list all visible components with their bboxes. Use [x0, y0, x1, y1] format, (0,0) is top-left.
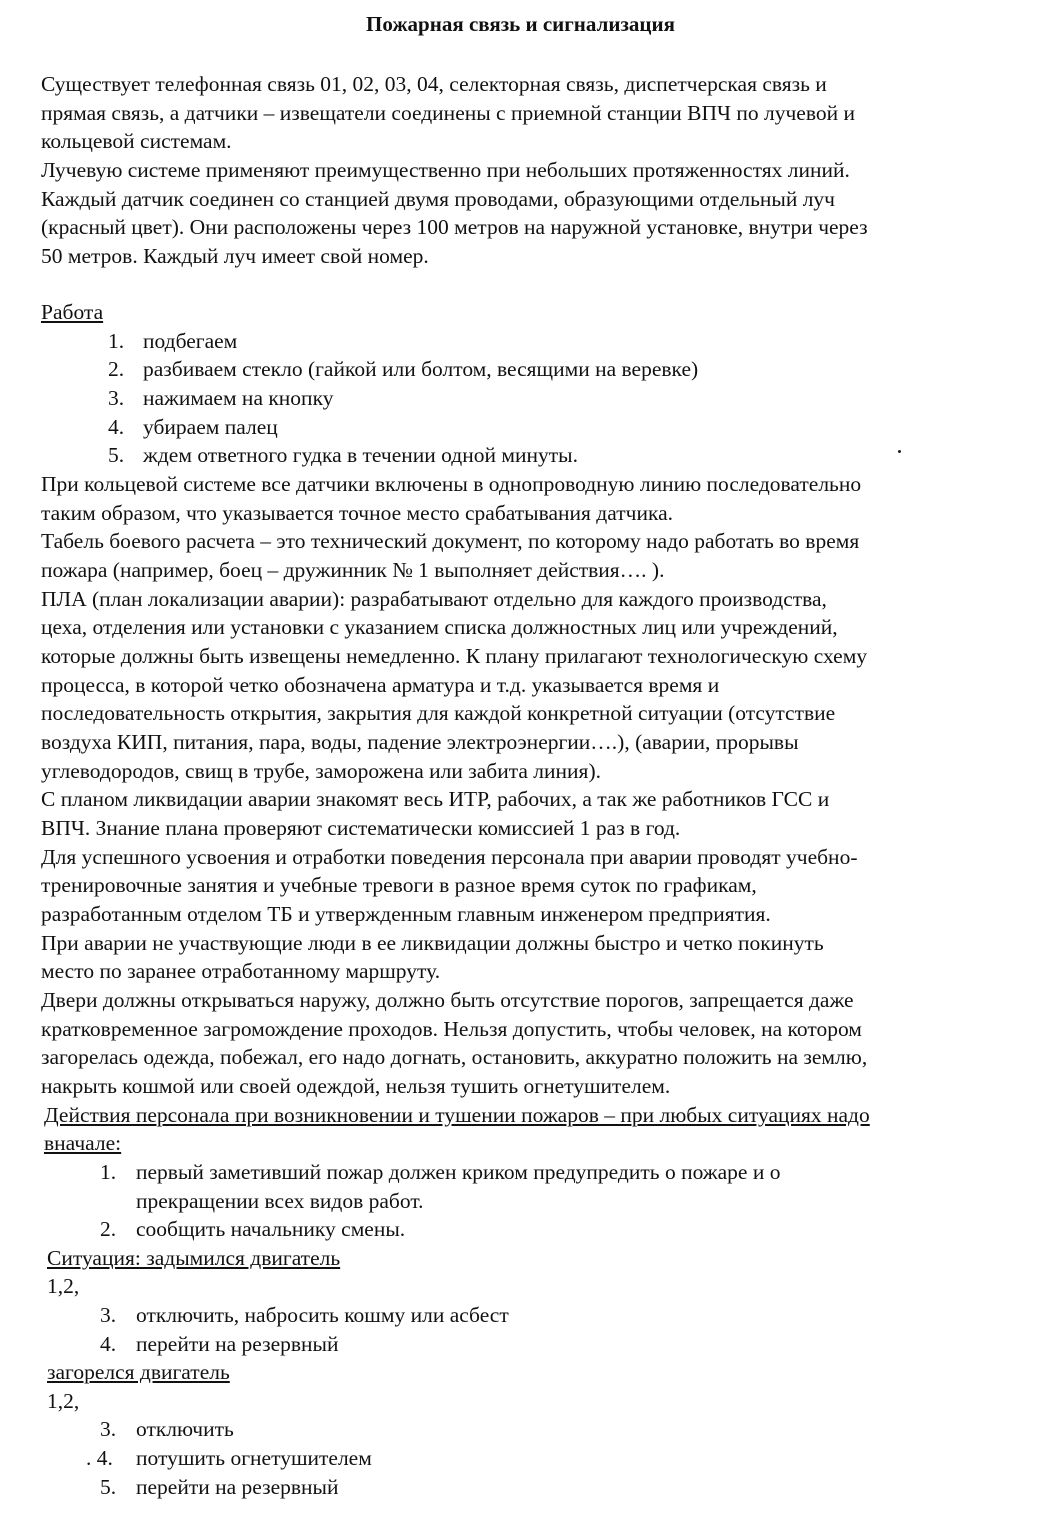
- list-number: 2.: [108, 357, 125, 381]
- text-line: При кольцевой системе все датчики включены в однопроводную линию последовательно: [41, 472, 862, 496]
- text-line: которые должны быть извещены немедленно. К плану прилагают технологическую схему: [41, 644, 868, 668]
- text-line: процесса, в которой четко обозначена арматура и т.д. указывается время и: [41, 673, 720, 697]
- list-item: перейти на резервный: [136, 1475, 339, 1499]
- text-line: накрыть кошмой или своей одеждой, нельзя тушить огнетушителем.: [41, 1074, 671, 1098]
- text-line: (красный цвет). Они расположены через 100 метров на наружной установке, внутри через: [41, 215, 868, 239]
- list-item: отключить: [136, 1417, 234, 1441]
- text-line: Для успешного усвоения и отработки поведения персонала при аварии проводят учебно-: [41, 845, 858, 869]
- page-title: Пожарная связь и сигнализация: [366, 12, 675, 36]
- section-heading-work: Работа: [41, 300, 104, 324]
- text-line: При аварии не участвующие люди в ее ликвидации должны быстро и четко покинуть: [41, 931, 824, 955]
- list-item: первый заметивший пожар должен криком предупредить о пожаре и о: [136, 1160, 781, 1184]
- list-number: 5.: [108, 443, 125, 467]
- text-line: ВПЧ. Знание плана проверяют систематически комиссией 1 раз в год.: [41, 816, 681, 840]
- stray-dot: [898, 450, 901, 453]
- list-item: ждем ответного гудка в течении одной минуты.: [143, 443, 578, 467]
- list-item: потушить огнетушителем: [136, 1446, 372, 1470]
- list-number: 3.: [108, 386, 125, 410]
- list-number: 1.: [108, 329, 125, 353]
- list-item: отключить, набросить кошму или асбест: [136, 1303, 509, 1327]
- text-line: Каждый датчик соединен со станцией двумя проводами, образующими отдельный луч: [41, 187, 835, 211]
- text-line: 50 метров. Каждый луч имеет свой номер.: [41, 244, 429, 268]
- list-number: 2.: [100, 1217, 117, 1241]
- section-heading-situation: загорелся двигатель: [47, 1360, 230, 1384]
- list-item: перейти на резервный: [136, 1332, 339, 1356]
- list-number: 4.: [100, 1332, 117, 1356]
- list-prefix: 1,2,: [47, 1274, 80, 1298]
- list-number: 5.: [100, 1475, 117, 1499]
- list-item: нажимаем на кнопку: [143, 386, 334, 410]
- list-number: 1.: [100, 1160, 117, 1184]
- list-item: разбиваем стекло (гайкой или болтом, весящими на веревке): [143, 357, 699, 381]
- text-line: прямая связь, а датчики – извещатели соединены с приемной станции ВПЧ по лучевой и: [41, 101, 855, 125]
- text-line: углеводородов, свищ в трубе, заморожена или забита линия).: [41, 759, 601, 783]
- list-number: 4.: [108, 415, 125, 439]
- list-item: убираем палец: [143, 415, 278, 439]
- text-line: Двери должны открываться наружу, должно быть отсутствие порогов, запрещается даже: [41, 988, 854, 1012]
- text-line: разработанным отделом ТБ и утвержденным главным инженером предприятия.: [41, 902, 771, 926]
- text-line: кратковременное загромождение проходов. Нельзя допустить, чтобы человек, на котором: [41, 1017, 862, 1041]
- section-heading-situation: Ситуация: задымился двигатель: [47, 1246, 341, 1270]
- text-line: Лучевую системе применяют преимущественно при небольших протяженностях линий.: [41, 158, 850, 182]
- section-heading-actions: вначале:: [44, 1131, 122, 1155]
- text-line: загорелась одежда, побежал, его надо догнать, остановить, аккуратно положить на землю,: [41, 1045, 868, 1069]
- text-line: Табель боевого расчета – это технический документ, по которому надо работать во время: [41, 529, 860, 553]
- section-heading-actions: Действия персонала при возникновении и тушении пожаров – при любых ситуациях надо: [44, 1103, 870, 1127]
- text-line: кольцевой системам.: [41, 129, 232, 153]
- list-number: 3.: [100, 1303, 117, 1327]
- text-line: С планом ликвидации аварии знакомят весь ИТР, рабочих, а так же работников ГСС и: [41, 787, 830, 811]
- list-prefix: 1,2,: [47, 1389, 80, 1413]
- text-line: последовательность открытия, закрытия для каждой конкретной ситуации (отсутствие: [41, 701, 836, 725]
- list-item: прекращении всех видов работ.: [136, 1189, 424, 1213]
- list-item: подбегаем: [143, 329, 238, 353]
- text-line: тренировочные занятия и учебные тревоги в разное время суток по графикам,: [41, 873, 757, 897]
- text-line: место по заранее отработанному маршруту.: [41, 959, 441, 983]
- text-line: ПЛА (план локализации аварии): разрабатывают отдельно для каждого производства,: [41, 587, 827, 611]
- text-line: воздуха КИП, питания, пара, воды, падение электроэнергии….), (аварии, прорывы: [41, 730, 799, 754]
- list-number: . 4.: [86, 1446, 113, 1470]
- list-item: сообщить начальнику смены.: [136, 1217, 406, 1241]
- text-line: таким образом, что указывается точное место срабатывания датчика.: [41, 501, 673, 525]
- list-number: 3.: [100, 1417, 117, 1441]
- text-line: Существует телефонная связь 01, 02, 03, 04, селекторная связь, диспетчерская связь и: [41, 72, 827, 96]
- text-line: пожара (например, боец – дружинник № 1 выполняет действия…. ).: [41, 558, 665, 582]
- text-line: цеха, отделения или установки с указанием списка должностных лиц или учреждений,: [41, 615, 838, 639]
